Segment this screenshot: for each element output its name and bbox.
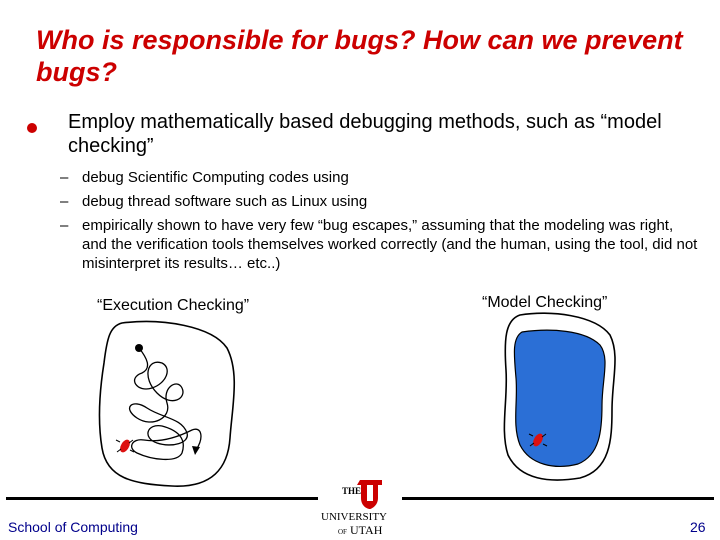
- execution-checking-figure: [92, 318, 242, 493]
- model-state-space: [514, 330, 605, 466]
- sub-bullet-1: [60, 168, 700, 187]
- university-logo: [318, 478, 402, 538]
- sub-bullet-text: empirically shown to have very few “bug escapes,” assuming that the modeling was right, and the verification tools themselves worked correctly (and the human, using the tool, did not misinterpret its results… etc..): [82, 217, 698, 272]
- logo-utah: UTAH: [350, 523, 383, 537]
- trace-arrowhead-icon: [192, 446, 200, 455]
- execution-checking-caption: “Execution Checking”: [97, 297, 250, 314]
- page-number: 26: [690, 519, 706, 535]
- sub-bullet-3: [60, 216, 700, 273]
- dash-icon: –: [60, 217, 69, 234]
- model-checking-caption: “Model Checking”: [482, 294, 608, 311]
- trace-start-dot-icon: [135, 344, 143, 352]
- logo-university: UNIVERSITY: [321, 511, 387, 523]
- bullet-dot-icon: [27, 123, 37, 133]
- sub-bullet-text: debug Scientific Computing codes using: [82, 169, 349, 186]
- footer-school-label: School of Computing: [8, 519, 138, 535]
- sub-bullet-2: [60, 192, 700, 211]
- execution-trace: [130, 348, 201, 459]
- dash-icon: –: [60, 193, 69, 210]
- main-bullet: Employ mathematically based debugging methods, such as “model checking”: [68, 111, 662, 157]
- dash-icon: –: [60, 169, 69, 186]
- logo-of: OF: [338, 528, 347, 536]
- logo-the: THE: [342, 486, 362, 496]
- model-checking-figure: [500, 310, 620, 485]
- slide-title: Who is responsible for bugs? How can we prevent bugs?: [36, 25, 683, 87]
- sub-bullet-text: debug thread software such as Linux using: [82, 193, 368, 210]
